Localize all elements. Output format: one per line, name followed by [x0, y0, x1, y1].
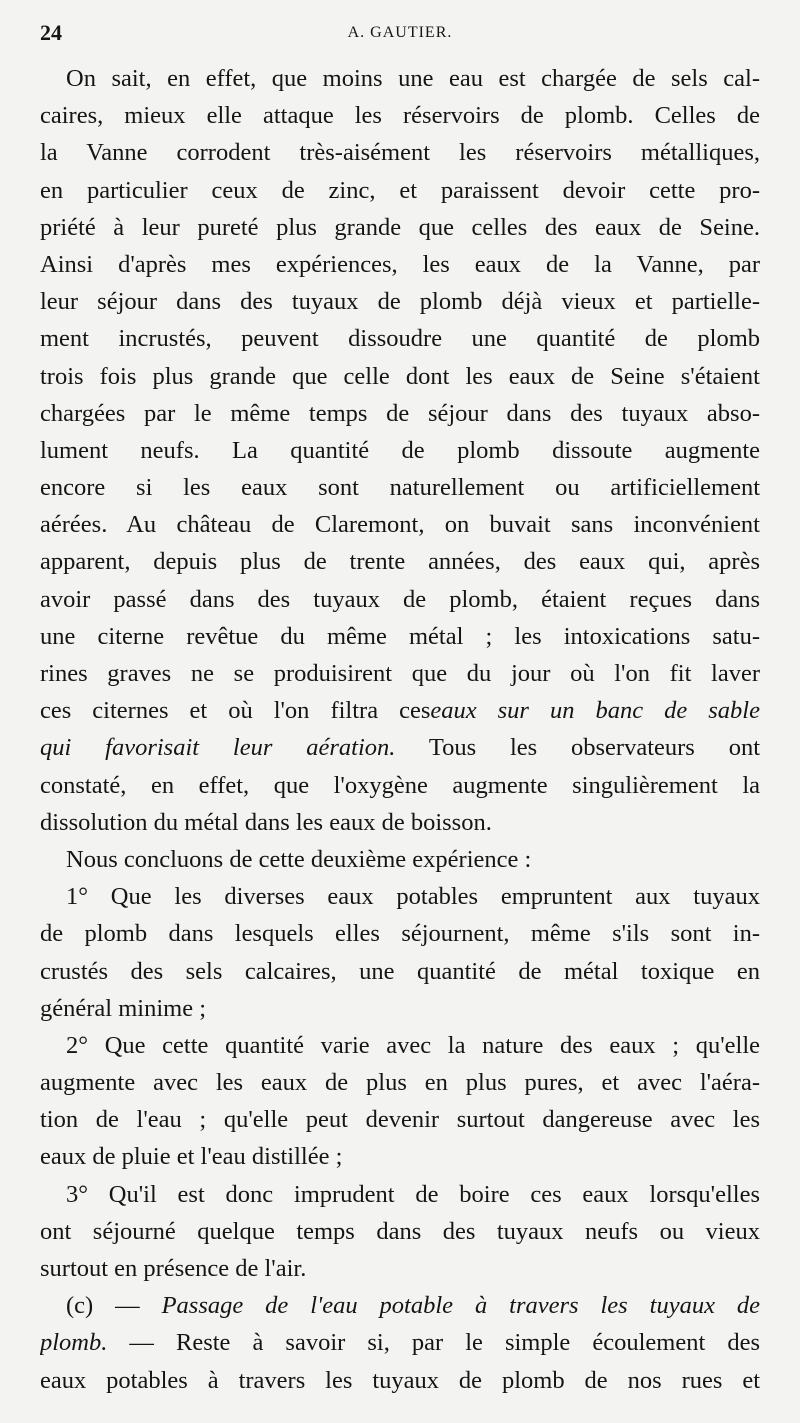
text-line	[40, 134, 760, 171]
text-line	[40, 990, 760, 1027]
text-line	[40, 60, 760, 97]
text-line	[40, 283, 760, 320]
text-line	[40, 1213, 760, 1250]
text-line	[40, 97, 760, 134]
line-text: surtout en présence de l'air.	[40, 1255, 307, 1282]
text-line	[40, 395, 760, 432]
line-text: crustés des sels calcaires, une quantité de métal toxique en	[40, 957, 760, 985]
line-text: trois fois plus grande que celle dont les eaux de Seine s'étaient	[40, 362, 760, 390]
line-text: (c) —	[66, 1292, 162, 1320]
text-line	[40, 581, 760, 618]
line-text: ces citernes et où l'on filtra ces	[40, 697, 431, 725]
text-line	[40, 1027, 760, 1064]
line-text: eaux de pluie et l'eau distillée ;	[40, 1143, 343, 1171]
line-text: caires, mieux elle attaque les réservoirs de plomb. Celles de	[40, 102, 760, 130]
text-line	[40, 358, 760, 395]
line-text: lument neufs. La quantité de plomb dissoute augmente	[40, 436, 760, 464]
italic-text: eaux sur un banc de sable	[430, 697, 760, 725]
line-text: constaté, en effet, que l'oxygène augmente singulièrement la	[40, 771, 760, 799]
running-header	[40, 18, 760, 52]
italic-text: plomb.	[40, 1329, 108, 1357]
line-text: tion de l'eau ; qu'elle peut devenir surtout dangereuse avec les	[40, 1106, 760, 1134]
text-line	[40, 767, 760, 804]
text-line	[40, 1176, 760, 1213]
line-text: aérées. Au château de Claremont, on buvait sans inconvénient	[40, 511, 760, 539]
text-line	[40, 320, 760, 357]
text-line	[40, 915, 760, 952]
text-line	[40, 1287, 760, 1324]
line-text: ont séjourné quelque temps dans des tuyaux neufs ou vieux	[40, 1217, 760, 1245]
page-number: 24	[40, 20, 62, 45]
text-line	[40, 953, 760, 990]
line-text: général minime ;	[40, 994, 206, 1022]
line-text: 1° Que les diverses eaux potables empruntent aux tuyaux	[66, 883, 760, 911]
text-line	[40, 618, 760, 655]
line-text: leur séjour dans des tuyaux de plomb déjà vieux et partielle-	[40, 288, 760, 316]
text-line	[40, 1138, 760, 1175]
line-text: avoir passé dans des tuyaux de plomb, étaient reçues dans	[40, 585, 760, 613]
line-text: ment incrustés, peuvent dissoudre une quantité de plomb	[40, 325, 760, 353]
line-text: encore si les eaux sont naturellement ou artificiellement	[40, 474, 760, 502]
line-text: priété à leur pureté plus grande que celles des eaux de Seine.	[40, 213, 760, 241]
text-line	[40, 1362, 760, 1399]
body-text	[40, 60, 760, 1399]
text-line	[40, 1324, 760, 1361]
text-line	[40, 543, 760, 580]
line-text: — Reste à savoir si, par le simple écoulement des	[107, 1329, 760, 1357]
line-text: de plomb dans lesquels elles séjournent, même s'ils sont in-	[40, 920, 760, 948]
text-line	[40, 729, 760, 766]
line-text: une citerne revêtue du même métal ; les intoxications satu-	[40, 622, 760, 650]
line-text: Ainsi d'après mes expériences, les eaux de la Vanne, par	[40, 250, 760, 278]
italic-text: Passage de l'eau potable à travers les tuyaux de	[161, 1292, 760, 1320]
line-text: Nous concluons de cette deuxième expérience :	[66, 845, 532, 873]
line-text: eaux potables à travers les tuyaux de plomb de nos rues et	[40, 1366, 760, 1394]
text-line	[40, 655, 760, 692]
text-line	[40, 246, 760, 283]
line-text: chargées par le même temps de séjour dans des tuyaux abso-	[40, 399, 760, 427]
text-line	[40, 841, 760, 878]
text-line	[40, 209, 760, 246]
text-line	[40, 469, 760, 506]
line-text: en particulier ceux de zinc, et paraissent devoir cette pro-	[40, 176, 760, 204]
text-line	[40, 506, 760, 543]
text-line	[40, 1101, 760, 1138]
text-line	[40, 1250, 760, 1287]
line-text: 3° Qu'il est donc imprudent de boire ces eaux lorsqu'elles	[66, 1180, 760, 1208]
running-title: A. GAUTIER.	[347, 24, 453, 41]
line-text: 2° Que cette quantité varie avec la nature des eaux ; qu'elle	[66, 1031, 760, 1059]
text-line	[40, 432, 760, 469]
text-line	[40, 878, 760, 915]
line-text: augmente avec les eaux de plus en plus pures, et avec l'aéra-	[40, 1069, 760, 1097]
line-text: rines graves ne se produisirent que du jour où l'on fit laver	[40, 660, 760, 687]
text-line	[40, 692, 760, 729]
line-text: apparent, depuis plus de trente années, des eaux qui, après	[40, 548, 760, 576]
line-text: On sait, en effet, que moins une eau est chargée de sels cal-	[66, 65, 760, 92]
text-line	[40, 804, 760, 841]
line-text: la Vanne corrodent très-aisément les réservoirs métalliques,	[40, 139, 760, 167]
text-line	[40, 172, 760, 209]
line-text: Tous les observateurs ont	[395, 734, 760, 762]
italic-text: qui favorisait leur aération.	[40, 734, 396, 762]
text-line	[40, 1064, 760, 1101]
line-text: dissolution du métal dans les eaux de boisson.	[40, 808, 492, 836]
